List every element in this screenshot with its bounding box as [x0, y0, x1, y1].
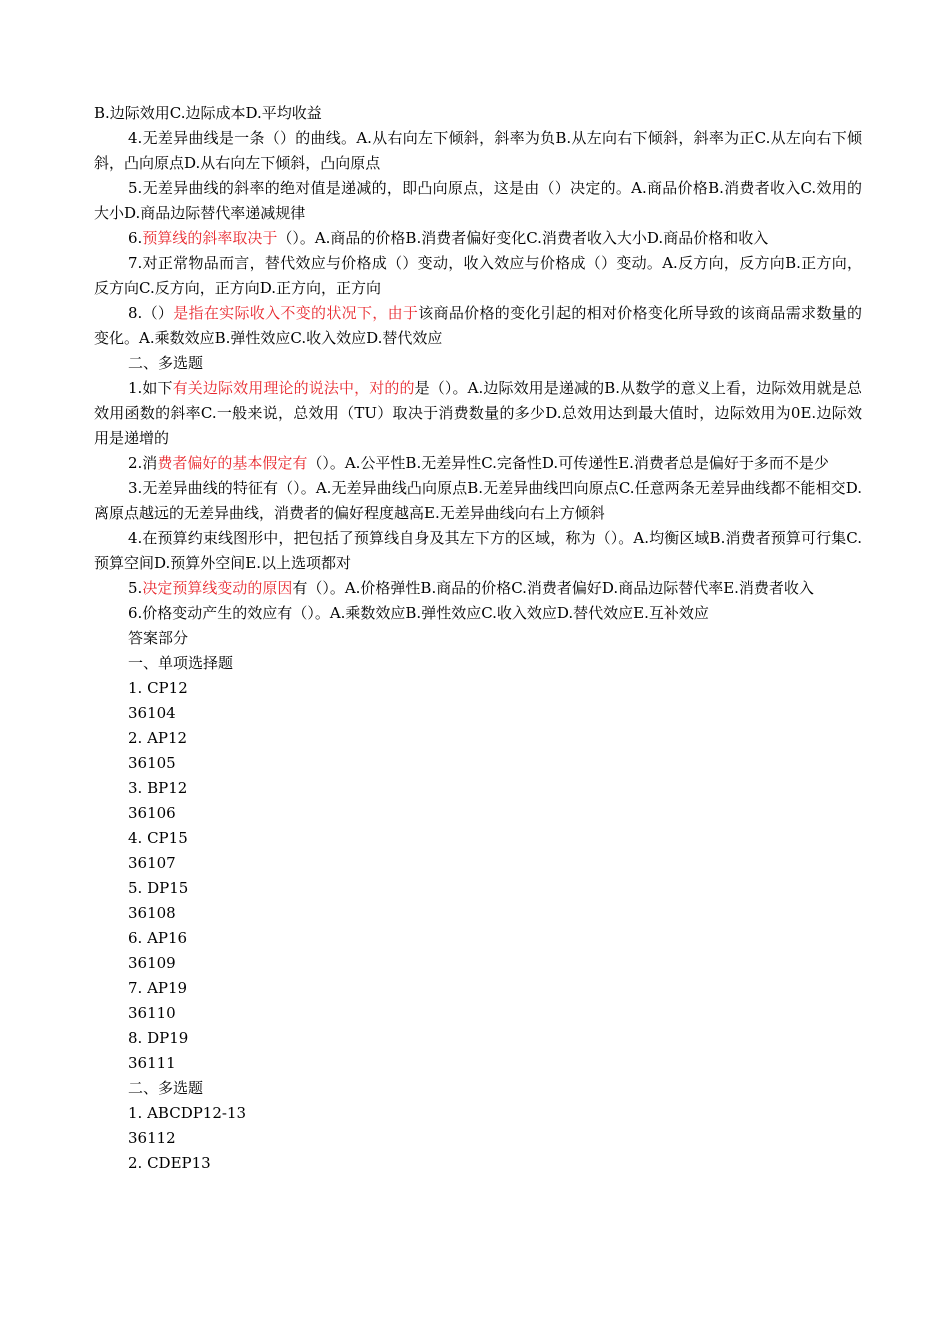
- question-text: 3.无差异曲线的特征有（）。A.无差异曲线凸向原点B.无差异曲线凹向原点C.任意两条无差异曲线都不能相交D.离原点越远的无差异曲线，消费者的偏好程度越高E.无差异曲线向右上方倾斜: [94, 479, 862, 522]
- answers-title: 答案部分: [128, 629, 189, 647]
- question-body: （）。A.公平性B.无差异性C.完备性D.可传递性E.消费者总是偏好于多而不是少: [307, 454, 829, 472]
- answer-code: 36109: [128, 954, 176, 972]
- question-text: 7.对正常物品而言，替代效应与价格成（）变动，收入效应与价格成（）变动。A.反方向，反方向B.正方向，反方向C.反方向，正方向D.正方向，正方向: [94, 254, 862, 297]
- highlighted-text: 决定预算线变动的原因: [142, 579, 293, 597]
- question-number: 2.消: [128, 454, 158, 472]
- document-page: [94, 101, 862, 1176]
- question-text: 6.价格变动产生的效应有（）。A.乘数效应B.弹性效应C.收入效应D.替代效应E.互补效应: [128, 604, 709, 622]
- answer-code: 36104: [128, 704, 176, 722]
- answer-line: 4. CP15: [128, 829, 188, 847]
- question-text: 4.在预算约束线图形中，把包括了预算线自身及其左下方的区域，称为（）。A.均衡区域B.消费者预算可行集C.预算空间D.预算外空间E.以上选项都对: [94, 529, 862, 572]
- answer-line: 1. CP12: [128, 679, 188, 697]
- question-text: B.边际效用C.边际成本D.平均收益: [94, 104, 322, 122]
- question-text: [94, 301, 862, 351]
- answer-line: 2. AP12: [128, 729, 188, 747]
- answer-code: 36105: [128, 754, 176, 772]
- question-number: 6.: [128, 229, 143, 247]
- highlighted-text: 有关边际效用理论的说法中，对的的: [172, 379, 415, 397]
- answer-line: 5. DP15: [128, 879, 189, 897]
- answer-line: 2. CDEP13: [128, 1154, 211, 1172]
- answer-code: 36107: [128, 854, 176, 872]
- question-body: 有（）。A.价格弹性B.商品的价格C.消费者偏好D.商品边际替代率E.消费者收入: [292, 579, 814, 597]
- section-heading: 一、单项选择题: [128, 654, 234, 672]
- answer-line: 8. DP19: [128, 1029, 189, 1047]
- question-text: [94, 226, 862, 251]
- highlighted-text: 是指在实际收入不变的状况下，由于: [173, 304, 419, 322]
- question-text: [94, 451, 862, 476]
- section-heading: 二、多选题: [128, 354, 204, 372]
- question-body: （）。A.商品的价格B.消费者偏好变化C.消费者收入大小D.商品价格和收入: [277, 229, 769, 247]
- question-number: 5.: [128, 579, 143, 597]
- highlighted-text: 费者偏好的基本假定有: [157, 454, 308, 472]
- answer-line: 3. BP12: [128, 779, 188, 797]
- answer-code: 36106: [128, 804, 176, 822]
- question-text: 4.无差异曲线是一条（）的曲线。A.从右向左下倾斜，斜率为负B.从左向右下倾斜，斜率为正C.从左向右下倾斜，凸向原点D.从右向左下倾斜，凸向原点: [94, 129, 862, 172]
- question-text: 5.无差异曲线的斜率的绝对值是递减的，即凸向原点，这是由（）决定的。A.商品价格B.消费者收入C.效用的大小D.商品边际替代率递减规律: [94, 179, 862, 222]
- answer-code: 36112: [128, 1129, 176, 1147]
- answer-line: 1. ABCDP12-13: [128, 1104, 247, 1122]
- highlighted-text: 预算线的斜率取决于: [142, 229, 278, 247]
- question-text: [94, 376, 862, 451]
- question-body: 该商品价格的变化引起的相对价格变化所导致的该商品需求数量的变化。A.乘数效应B.弹性效应C.收入效应D.替代效应: [94, 304, 862, 347]
- answer-code: 36110: [128, 1004, 176, 1022]
- question-text: [94, 576, 862, 601]
- answer-code: 36111: [128, 1054, 176, 1072]
- question-number: 1.如下: [128, 379, 173, 397]
- answer-line: 6. AP16: [128, 929, 188, 947]
- question-number: 8.（）: [128, 304, 174, 322]
- section-heading: 二、多选题: [128, 1079, 204, 1097]
- answer-line: 7. AP19: [128, 979, 188, 997]
- answer-code: 36108: [128, 904, 176, 922]
- question-body: 是（）。A.边际效用是递减的B.从数学的意义上看，边际效用就是总效用函数的斜率C.一般来说，总效用（TU）取决于消费数量的多少D.总效用达到最大值时，边际效用为0E.边际效用是递增的: [94, 379, 863, 447]
